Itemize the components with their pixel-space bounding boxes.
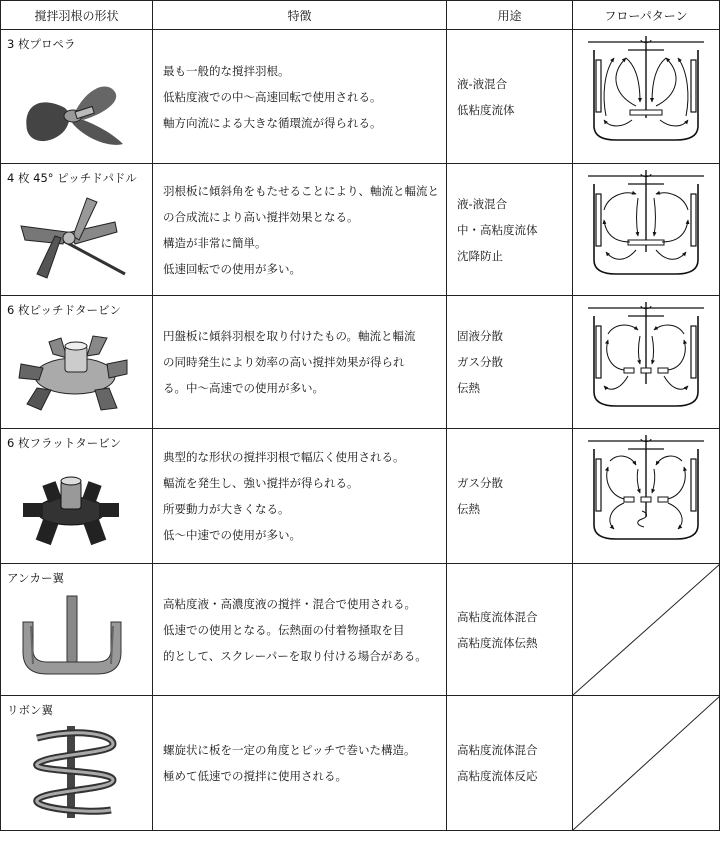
use-cell bbox=[447, 296, 573, 429]
use-line: 液-液混合 bbox=[457, 196, 508, 211]
table-row bbox=[1, 296, 720, 429]
feature-line: 低速回転での使用が多い。 bbox=[163, 261, 301, 276]
use-line: 低粘度流体 bbox=[457, 102, 515, 117]
feature-cell bbox=[153, 696, 447, 831]
shape-name: リボン翼 bbox=[7, 703, 53, 717]
feature-line: 極めて低速での撹拌に使用される。 bbox=[163, 769, 347, 783]
radial-flow-pattern-icon bbox=[586, 435, 706, 545]
shape-cell bbox=[1, 696, 153, 831]
feature-line: る。中～高速での使用が多い。 bbox=[163, 381, 324, 395]
use-line: 伝熱 bbox=[457, 502, 480, 516]
empty-cell-diagonal bbox=[573, 696, 720, 830]
table-row bbox=[1, 429, 720, 564]
empty-cell-diagonal bbox=[573, 564, 720, 695]
pitched-turbine-blade-icon bbox=[17, 324, 129, 418]
flow-cell bbox=[573, 296, 720, 429]
header-row bbox=[1, 1, 720, 30]
table-row bbox=[1, 30, 720, 164]
propeller-blade-icon bbox=[17, 58, 129, 152]
flow-cell bbox=[573, 164, 720, 296]
feature-line: 低～中速での使用が多い。 bbox=[163, 528, 301, 542]
feature-line: 的として、スクレーパーを取り付ける場合がある。 bbox=[163, 648, 427, 663]
header-use: 用途 bbox=[447, 1, 573, 30]
use-line: 沈降防止 bbox=[457, 248, 503, 263]
feature-line: 低粘度液での中～高速回転で使用される。 bbox=[163, 89, 382, 104]
pitched-paddle-blade-icon bbox=[17, 192, 129, 286]
shape-name: 3 枚プロペラ bbox=[7, 37, 76, 51]
use-line: 高粘度流体伝熱 bbox=[457, 635, 538, 650]
flow-cell-empty bbox=[573, 564, 720, 696]
use-line: ガス分散 bbox=[457, 476, 503, 490]
use-line: 中・高粘度流体 bbox=[457, 222, 538, 237]
shape-cell bbox=[1, 30, 153, 164]
shape-name: アンカー翼 bbox=[7, 571, 65, 585]
header-flow: フローパターン bbox=[573, 1, 720, 30]
use-line: 高粘度流体混合 bbox=[457, 743, 538, 757]
feature-line: 羽根板に傾斜角をもたせることにより、軸流と輻流と bbox=[163, 183, 439, 198]
feature-cell bbox=[153, 429, 447, 564]
feature-line: 典型的な形状の撹拌羽根で幅広く使用される。 bbox=[163, 450, 405, 464]
feature-line: の合成流により高い撹拌効果となる。 bbox=[163, 209, 359, 224]
use-line: 液-液混合 bbox=[457, 76, 508, 91]
use-cell bbox=[447, 696, 573, 831]
flow-cell-empty bbox=[573, 696, 720, 831]
use-cell bbox=[447, 564, 573, 696]
feature-cell bbox=[153, 564, 447, 696]
feature-cell bbox=[153, 30, 447, 164]
feature-line: 構造が非常に簡単。 bbox=[163, 235, 267, 250]
use-line: 高粘度流体混合 bbox=[457, 609, 538, 624]
feature-line: 所要動力が大きくなる。 bbox=[163, 502, 290, 516]
use-line: 固液分散 bbox=[457, 329, 503, 343]
use-cell bbox=[447, 429, 573, 564]
feature-line: 軸方向流による大きな循環流が得られる。 bbox=[163, 115, 382, 130]
header-feature: 特徴 bbox=[153, 1, 447, 30]
feature-line: 螺旋状に板を一定の角度とピッチで巻いた構造。 bbox=[163, 743, 416, 757]
mixed-flow-pattern-icon bbox=[586, 170, 706, 280]
shape-name: 6 枚ピッチドタービン bbox=[7, 303, 122, 317]
use-cell bbox=[447, 164, 573, 296]
use-cell bbox=[447, 30, 573, 164]
feature-line: の同時発生により効率の高い撹拌効果が得られ bbox=[163, 355, 405, 369]
feature-line: 輻流を発生し、強い撹拌が得られる。 bbox=[163, 476, 359, 490]
use-line: ガス分散 bbox=[457, 355, 503, 369]
axial-flow-pattern-icon bbox=[586, 36, 706, 146]
table-row bbox=[1, 564, 720, 696]
flow-cell bbox=[573, 30, 720, 164]
table-row bbox=[1, 164, 720, 296]
shape-cell bbox=[1, 164, 153, 296]
flow-cell bbox=[573, 429, 720, 564]
use-line: 高粘度流体反応 bbox=[457, 769, 538, 783]
shape-cell bbox=[1, 564, 153, 696]
feature-line: 最も一般的な撹拌羽根。 bbox=[163, 63, 290, 78]
use-line: 伝熱 bbox=[457, 381, 480, 395]
shape-name: 4 枚 45° ピッチドパドル bbox=[7, 171, 137, 185]
table-row bbox=[1, 696, 720, 831]
feature-cell bbox=[153, 164, 447, 296]
feature-line: 高粘度液・高濃度液の撹拌・混合で使用される。 bbox=[163, 596, 416, 611]
flat-turbine-blade-icon bbox=[17, 457, 129, 551]
feature-cell bbox=[153, 296, 447, 429]
anchor-blade-icon bbox=[17, 592, 129, 686]
pitched-turbine-flow-pattern-icon bbox=[586, 302, 706, 412]
shape-cell bbox=[1, 429, 153, 564]
feature-line: 低速での使用となる。伝熱面の付着物掻取を目 bbox=[163, 622, 405, 637]
header-shape: 撹拌羽根の形状 bbox=[1, 1, 153, 30]
shape-name: 6 枚フラットタービン bbox=[7, 436, 122, 450]
ribbon-blade-icon bbox=[17, 724, 129, 818]
feature-line: 円盤板に傾斜羽根を取り付けたもの。軸流と輻流 bbox=[163, 329, 416, 343]
shape-cell bbox=[1, 296, 153, 429]
